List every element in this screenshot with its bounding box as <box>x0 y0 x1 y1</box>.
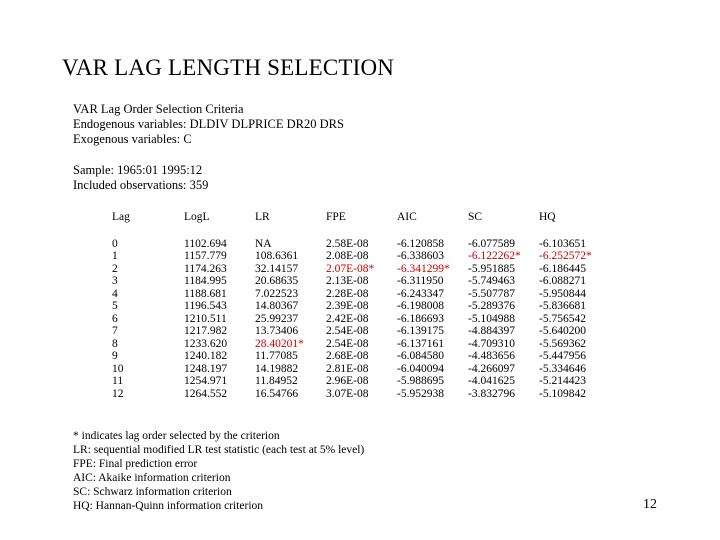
cell-fpe: 2.08E-08 <box>326 250 369 262</box>
cell-lag: 9 <box>112 350 118 362</box>
cell-lr: NA <box>255 237 272 250</box>
header-title-line: VAR Lag Order Selection Criteria <box>73 102 244 116</box>
cell-lag: 2 <box>112 262 118 275</box>
cell-fpe: 2.81E-08 <box>326 362 369 375</box>
page-number: 12 <box>643 497 657 512</box>
cell-aic: -6.243347 <box>397 287 444 300</box>
table-body <box>112 238 599 401</box>
cell-lag: 12 <box>112 387 124 400</box>
cell-lag: 3 <box>112 275 118 287</box>
column-header-aic: AIC <box>397 211 417 223</box>
cell-lr: 7.022523 <box>255 287 299 300</box>
observations-line: Included observations: 359 <box>73 178 209 192</box>
cell-logl: 1240.182 <box>184 350 228 362</box>
footnote-aic: AIC: Akaike information criterion <box>73 472 231 484</box>
table-row <box>112 338 599 351</box>
cell-fpe: 2.07E-08* <box>326 262 375 275</box>
cell-sc: -3.832796 <box>468 387 515 400</box>
footnotes <box>73 429 364 513</box>
cell-logl: 1196.543 <box>184 300 227 312</box>
cell-fpe: 2.13E-08 <box>326 275 369 287</box>
exogenous-variables-line: Exogenous variables: C <box>73 132 192 146</box>
cell-hq: -5.950844 <box>539 287 586 300</box>
cell-aic: -6.084580 <box>397 350 444 362</box>
cell-hq: -5.447956 <box>539 350 586 362</box>
footnote-lr: LR: sequential modified LR test statistic (each test at 5% level) <box>73 444 365 456</box>
footnote-hq: HQ: Hannan-Quinn information criterion <box>73 500 264 512</box>
cell-aic: -6.186693 <box>397 312 444 325</box>
cell-aic: -6.341299* <box>397 262 450 275</box>
cell-sc: -4.483656 <box>468 350 515 362</box>
table-row <box>112 238 599 251</box>
table-row <box>112 388 599 401</box>
cell-hq: -5.756542 <box>539 312 586 325</box>
cell-hq: -5.836681 <box>539 300 586 312</box>
cell-fpe: 3.07E-08 <box>326 387 369 400</box>
cell-aic: -6.137161 <box>397 337 444 350</box>
cell-hq: -5.569362 <box>539 337 586 350</box>
cell-lag: 0 <box>112 237 118 250</box>
cell-logl: 1254.971 <box>184 375 228 387</box>
cell-lr: 32.14157 <box>255 262 299 275</box>
cell-aic: -6.120858 <box>397 237 444 250</box>
cell-sc: -5.507787 <box>468 287 515 300</box>
cell-fpe: 2.68E-08 <box>326 350 369 362</box>
table-row <box>112 300 599 313</box>
cell-sc: -4.709310 <box>468 337 515 350</box>
cell-fpe: 2.42E-08 <box>326 312 369 325</box>
cell-lr: 14.80367 <box>255 300 299 312</box>
column-header-lag: Lag <box>112 211 130 223</box>
cell-logl: 1174.263 <box>184 262 227 275</box>
cell-logl: 1188.681 <box>184 287 227 300</box>
cell-aic: -5.988695 <box>397 375 444 387</box>
column-header-fpe: FPE <box>326 211 346 223</box>
cell-aic: -6.040094 <box>397 362 444 375</box>
cell-sc: -5.289376 <box>468 300 515 312</box>
cell-logl: 1264.552 <box>184 387 228 400</box>
cell-lag: 5 <box>112 300 118 312</box>
cell-hq: -6.186445 <box>539 262 586 275</box>
sample-line: Sample: 1965:01 1995:12 <box>73 163 203 177</box>
cell-logl: 1184.995 <box>184 275 227 287</box>
cell-lr: 28.40201* <box>255 337 304 350</box>
table-row <box>112 288 599 301</box>
cell-logl: 1217.982 <box>184 325 228 337</box>
cell-hq: -5.640200 <box>539 325 586 337</box>
cell-hq: -5.334646 <box>539 362 586 375</box>
footnote-fpe: FPE: Final prediction error <box>73 458 198 470</box>
table-row <box>112 325 599 338</box>
cell-sc: -5.104988 <box>468 312 515 325</box>
cell-aic: -6.311950 <box>397 275 444 287</box>
cell-lag: 10 <box>112 362 124 375</box>
table-row <box>112 375 599 388</box>
cell-sc: -6.077589 <box>468 237 515 250</box>
cell-lr: 20.68635 <box>255 275 299 287</box>
table-row <box>112 350 599 363</box>
cell-lr: 13.73406 <box>255 325 299 337</box>
cell-lr: 25.99237 <box>255 312 299 325</box>
cell-lr: 16.54766 <box>255 387 299 400</box>
cell-logl: 1233.620 <box>184 337 228 350</box>
lag-selection-table <box>112 211 599 400</box>
cell-fpe: 2.58E-08 <box>326 237 369 250</box>
cell-lag: 11 <box>112 375 124 387</box>
cell-logl: 1248.197 <box>184 362 228 375</box>
column-header-sc: SC <box>468 211 483 223</box>
cell-lag: 8 <box>112 337 118 350</box>
cell-lr: 14.19882 <box>255 362 299 375</box>
cell-lr: 108.6361 <box>255 250 299 262</box>
footnote-selection: * indicates lag order selected by the criterion <box>73 430 280 442</box>
criteria-header <box>73 102 344 193</box>
slide-title: VAR LAG LENGTH SELECTION <box>62 55 395 80</box>
table-row <box>112 313 599 326</box>
cell-hq: -6.252572* <box>539 250 592 262</box>
cell-lag: 4 <box>112 287 118 300</box>
cell-sc: -5.951885 <box>468 262 515 275</box>
cell-sc: -6.122262* <box>468 250 521 262</box>
cell-fpe: 2.39E-08 <box>326 300 369 312</box>
cell-fpe: 2.54E-08 <box>326 337 369 350</box>
cell-lr: 11.84952 <box>255 375 298 387</box>
table-row <box>112 263 599 276</box>
column-header-logl: LogL <box>184 211 210 223</box>
table-row <box>112 363 599 376</box>
cell-lag: 1 <box>112 250 118 262</box>
table-row <box>112 275 599 288</box>
table-header-row <box>112 211 599 238</box>
cell-aic: -6.198008 <box>397 300 444 312</box>
cell-fpe: 2.96E-08 <box>326 375 369 387</box>
cell-sc: -4.884397 <box>468 325 515 337</box>
cell-logl: 1102.694 <box>184 237 227 250</box>
cell-hq: -6.088271 <box>539 275 586 287</box>
cell-lag: 6 <box>112 312 118 325</box>
cell-hq: -5.109842 <box>539 387 586 400</box>
cell-hq: -5.214423 <box>539 375 586 387</box>
cell-lr: 11.77085 <box>255 350 298 362</box>
cell-hq: -6.103651 <box>539 237 586 250</box>
cell-logl: 1157.779 <box>184 250 227 262</box>
cell-sc: -4.266097 <box>468 362 515 375</box>
endogenous-variables-line: Endogenous variables: DLDIV DLPRICE DR20 DRS <box>73 117 344 131</box>
cell-lag: 7 <box>112 325 118 337</box>
cell-sc: -5.749463 <box>468 275 515 287</box>
cell-logl: 1210.511 <box>184 312 227 325</box>
cell-aic: -5.952938 <box>397 387 444 400</box>
cell-fpe: 2.28E-08 <box>326 287 369 300</box>
spacer <box>73 147 344 163</box>
cell-sc: -4.041625 <box>468 375 515 387</box>
cell-aic: -6.139175 <box>397 325 444 337</box>
cell-fpe: 2.54E-08 <box>326 325 369 337</box>
column-header-hq: HQ <box>539 211 556 223</box>
column-header-lr: LR <box>255 211 270 223</box>
cell-aic: -6.338603 <box>397 250 444 262</box>
footnote-sc: SC: Schwarz information criterion <box>73 486 232 498</box>
table-row <box>112 250 599 263</box>
